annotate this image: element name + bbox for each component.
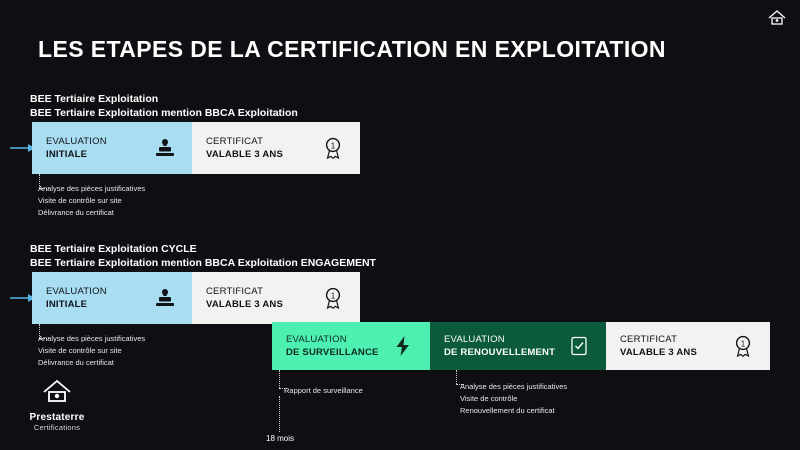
prestaterre-house-icon xyxy=(22,375,92,410)
block-line2: DE SURVEILLANCE xyxy=(286,347,379,358)
block-evaluation-renouvellement[interactable] xyxy=(430,322,606,370)
lightning-bolt-icon xyxy=(390,333,416,359)
award-medal-icon xyxy=(320,135,346,161)
block-evaluation-initiale-2[interactable] xyxy=(32,272,192,324)
section-2-heading xyxy=(30,242,376,270)
section-2-heading-line2: BEE Tertiaire Exploitation mention BBCA Exploitation ENGAGEMENT xyxy=(30,257,376,269)
brand-subtitle: Certifications xyxy=(33,423,81,432)
block-line1: EVALUATION xyxy=(444,334,505,345)
renewal-notes xyxy=(460,381,567,417)
note-item: Visite de contrôle sur site xyxy=(38,346,122,355)
section-1-notes xyxy=(38,183,145,219)
block-certificat-3[interactable] xyxy=(606,322,770,370)
block-evaluation-surveillance[interactable] xyxy=(272,322,430,370)
brand-logo xyxy=(22,375,92,432)
section-1-heading-line1: BEE Tertiaire Exploitation xyxy=(30,93,159,105)
block-line2: VALABLE 3 ANS xyxy=(206,149,284,160)
note-item: Analyse des pièces justificatives xyxy=(38,334,146,343)
connector-line xyxy=(279,370,280,388)
document-check-icon xyxy=(566,333,592,359)
block-certificat-2[interactable] xyxy=(192,272,360,324)
note-item: Délivrance du certificat xyxy=(38,208,114,217)
block-label xyxy=(206,135,283,161)
timeline-label: 18 mois xyxy=(266,434,295,443)
block-line1: EVALUATION xyxy=(46,286,107,297)
award-medal-icon xyxy=(730,333,756,359)
timeline-connector xyxy=(279,396,280,432)
prestaterre-house-icon xyxy=(764,6,790,28)
note-item: Visite de contrôle sur site xyxy=(38,196,122,205)
stamp-icon xyxy=(152,135,178,161)
svg-text:1: 1 xyxy=(740,339,746,349)
block-line1: EVALUATION xyxy=(46,136,107,147)
block-line1: EVALUATION xyxy=(286,334,347,345)
section-2-heading-line1: BEE Tertiaire Exploitation CYCLE xyxy=(30,243,197,255)
block-label xyxy=(46,135,107,161)
note-item: Rapport de surveillance xyxy=(284,386,363,395)
block-label xyxy=(286,333,379,359)
note-item: Analyse des pièces justificatives xyxy=(38,184,146,193)
block-line1: CERTIFICAT xyxy=(620,334,678,345)
block-label xyxy=(46,285,107,311)
block-certificat-1[interactable] xyxy=(192,122,360,174)
section-2-notes xyxy=(38,333,145,369)
block-label xyxy=(444,333,555,359)
block-line2: VALABLE 3 ANS xyxy=(620,347,698,358)
block-label xyxy=(206,285,283,311)
block-line2: DE RENOUVELLEMENT xyxy=(444,347,556,358)
section-1-heading xyxy=(30,92,298,120)
section-1-heading-line2: BEE Tertiaire Exploitation mention BBCA Exploitation xyxy=(30,107,298,119)
brand-name: Prestaterre xyxy=(29,412,85,423)
note-item: Renouvellement du certificat xyxy=(460,406,555,415)
block-label xyxy=(620,333,697,359)
note-item: Visite de contrôle xyxy=(460,394,518,403)
block-line2: VALABLE 3 ANS xyxy=(206,299,284,310)
award-medal-icon xyxy=(320,285,346,311)
block-line2: INITIALE xyxy=(46,299,88,310)
block-line1: CERTIFICAT xyxy=(206,136,264,147)
block-line1: CERTIFICAT xyxy=(206,286,264,297)
stamp-icon xyxy=(152,285,178,311)
note-item: Analyse des pièces justificatives xyxy=(460,382,568,391)
surveillance-notes xyxy=(284,385,363,397)
note-item: Délivrance du certificat xyxy=(38,358,114,367)
connector-line xyxy=(456,370,457,384)
svg-text:1: 1 xyxy=(330,141,336,151)
svg-text:1: 1 xyxy=(330,291,336,301)
block-line2: INITIALE xyxy=(46,149,88,160)
block-evaluation-initiale-1[interactable] xyxy=(32,122,192,174)
page-title: LES ETAPES DE LA CERTIFICATION EN EXPLOITATION xyxy=(38,36,666,62)
